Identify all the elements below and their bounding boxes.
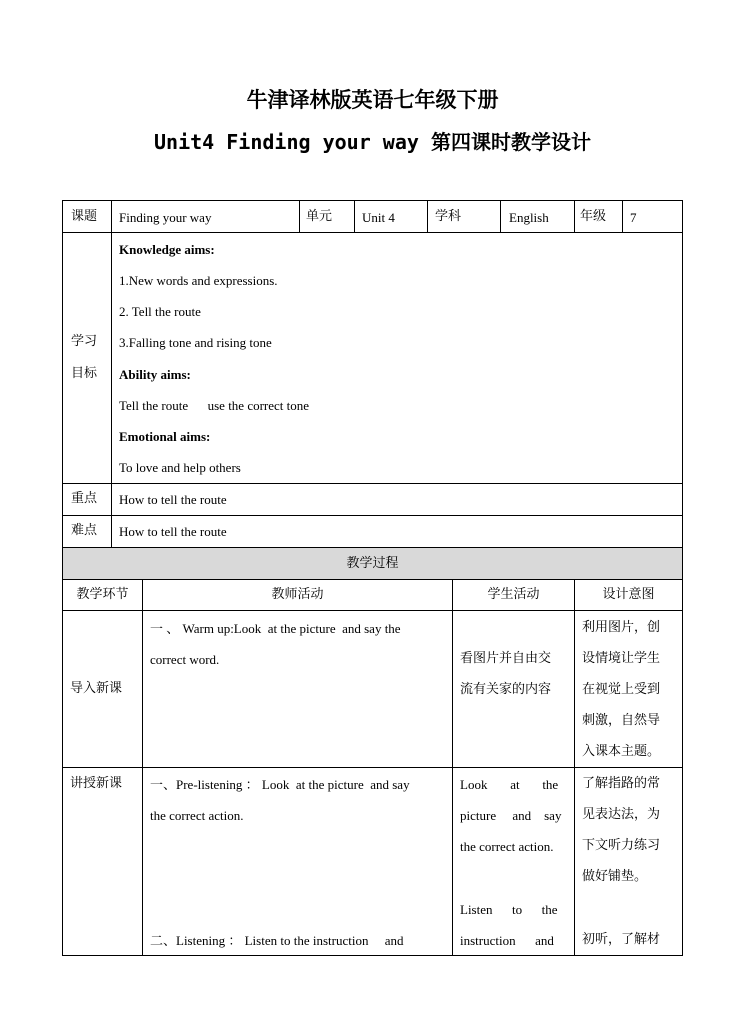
knowledge-item: 1.New words and expressions. <box>119 273 278 288</box>
emotional-text: To love and help others <box>119 460 241 475</box>
ability-text: Tell the route use the correct tone <box>119 398 310 413</box>
design-intent: 见表达法，为 <box>582 807 661 822</box>
unit-label: 单元 <box>306 209 333 224</box>
design-intent: 在视觉上受到 <box>582 682 661 697</box>
course-value: Finding your way <box>119 210 212 225</box>
design-intent: 设情境让学生 <box>582 651 661 666</box>
teacher-activity: the correct action. <box>150 808 244 823</box>
subject-label: 学科 <box>435 209 462 224</box>
emotional-heading: Emotional aims: <box>119 429 211 444</box>
column-header-intent: 设计意图 <box>602 587 655 602</box>
column-header-teacher: 教师活动 <box>271 587 324 602</box>
teacher-activity: correct word. <box>150 652 220 667</box>
document-subtitle: Unit4 Finding your way 第四课时教学设计 <box>154 130 591 154</box>
grade-value: 7 <box>630 210 637 225</box>
design-intent: 刺激，自然导 <box>582 713 661 728</box>
ability-heading: Ability aims: <box>119 367 191 382</box>
subject-value: English <box>509 210 549 225</box>
student-activity: Listen to the <box>460 902 558 917</box>
row-stage: 导入新课 <box>70 681 123 696</box>
key-point-value: How to tell the route <box>119 492 227 507</box>
teacher-activity: 一、Pre-listening ： Look at the picture and say <box>150 777 410 792</box>
teacher-activity: 一 、 Warm up:Look at the picture and say the <box>150 621 401 636</box>
student-activity: 看图片并自由交 <box>460 651 552 666</box>
objectives-label-line2: 目标 <box>71 366 98 381</box>
student-activity: Look at the <box>460 777 559 792</box>
design-intent: 利用图片，创 <box>582 620 661 635</box>
difficulty-value: How to tell the route <box>119 524 227 539</box>
student-activity: instruction and <box>460 933 554 948</box>
design-intent: 了解指路的常 <box>582 776 661 791</box>
design-intent: 入课本主题。 <box>582 744 661 759</box>
design-intent: 初听，了解材 <box>582 932 661 947</box>
key-point-label: 重点 <box>71 491 98 506</box>
column-header-student: 学生活动 <box>487 587 540 602</box>
unit-value: Unit 4 <box>362 210 395 225</box>
objectives-label-line1: 学习 <box>71 334 98 349</box>
difficulty-label: 难点 <box>71 523 98 538</box>
knowledge-heading: Knowledge aims: <box>119 242 215 257</box>
knowledge-item: 2. Tell the route <box>119 304 201 319</box>
student-activity: picture and say <box>460 808 562 823</box>
course-label: 课题 <box>71 209 98 224</box>
knowledge-item: 3.Falling tone and rising tone <box>119 335 272 350</box>
row-stage: 讲授新课 <box>70 776 123 791</box>
process-title: 教学过程 <box>346 556 399 571</box>
student-activity: the correct action. <box>460 839 554 854</box>
design-intent: 下文听力练习 <box>582 838 661 853</box>
document-title: 牛津译林版英语七年级下册 <box>246 88 499 112</box>
teacher-activity: 二、Listening ： Listen to the instruction and <box>150 933 404 948</box>
student-activity: 流有关家的内容 <box>460 682 552 697</box>
column-header-stage: 教学环节 <box>76 587 129 602</box>
grade-label: 年级 <box>580 209 607 224</box>
design-intent: 做好铺垫。 <box>582 869 648 884</box>
